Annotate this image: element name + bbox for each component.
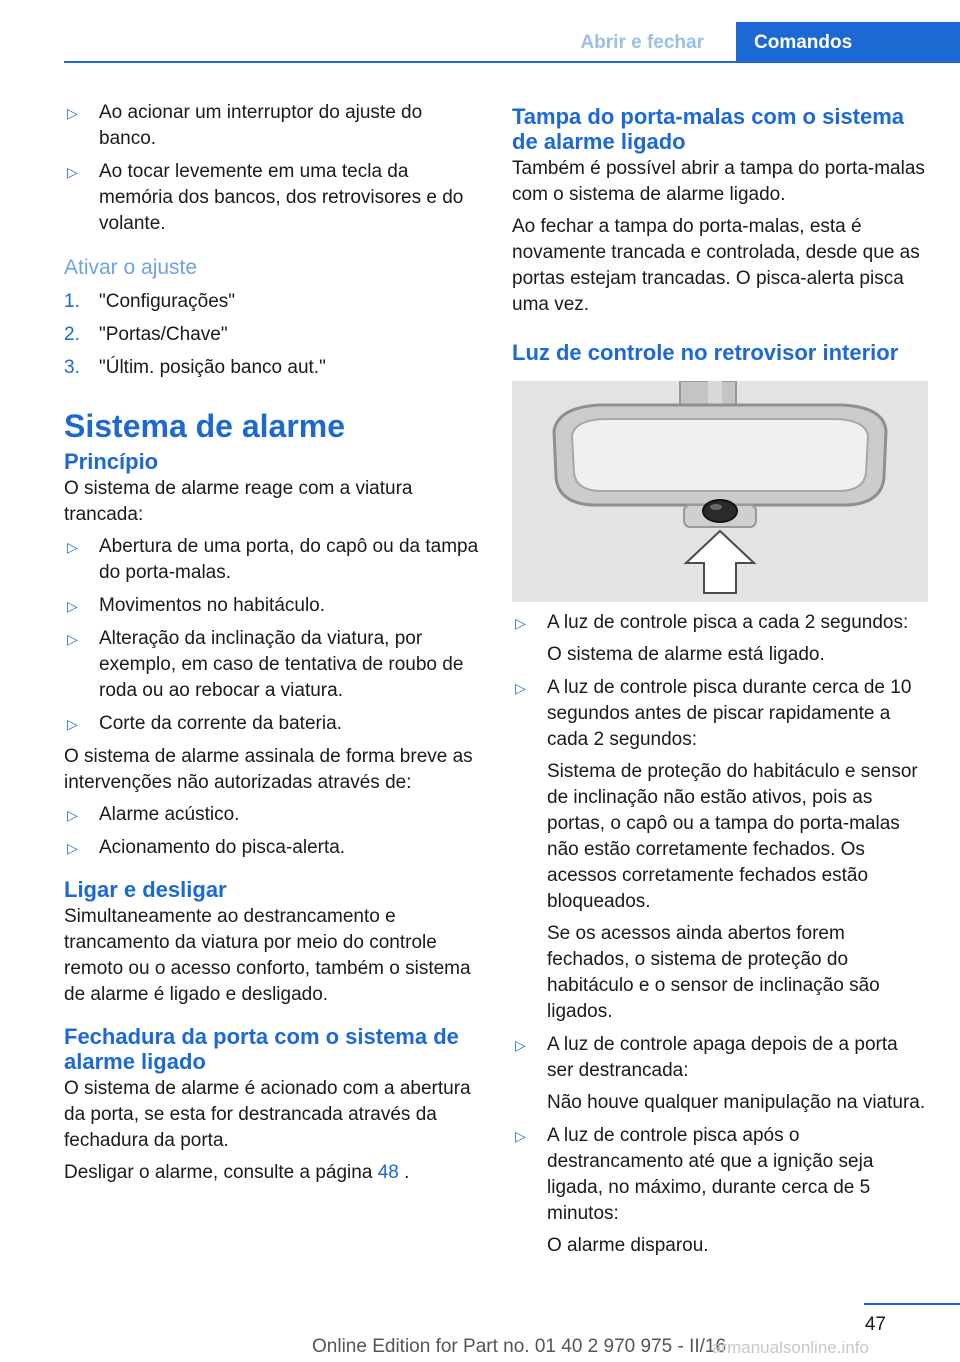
list-item: ▷ Acionamento do pisca-alerta. [64,835,479,861]
edition-line: Online Edition for Part no. 01 40 2 970 975 - II/16 [312,1336,727,1357]
list-item: ▷ Movimentos no habitáculo. [64,593,479,619]
list-item: ▷ Alteração da inclinação da viatura, por exemplo, em caso de tentativa de roubo de roda ou ao rebocar a viatura. [67,628,464,701]
list-item: ▷ A luz de controle pisca após o destrancamento até que a ignição seja ligada, no máximo, durante cerca de 5 minutos: O alarme disparou. [512,1123,928,1259]
tab-comandos[interactable]: Comandos [736,22,960,62]
triangle-bullet-icon: ▷ [67,840,78,856]
list-item-detail: Não houve qualquer manipulação na viatura. [547,1092,926,1113]
paragraph-assinala: O sistema de alarme assinala de forma breve as intervenções não autorizadas através de: [64,746,473,793]
paragraph-tampa-2: Ao fechar a tampa do porta-malas, esta é novamente trancada e controlada, desde que as portas estejam trancadas. O pisca-alerta pisca uma vez. [512,216,920,315]
right-column [512,100,928,1266]
step-item: 2. "Portas/Chave" [64,324,228,345]
tab-abrir-e-fechar[interactable]: Abrir e fechar [580,32,704,53]
paragraph-ligar: Simultaneamente ao destrancamento e trancamento da viatura por meio do controle remoto ou o acesso conforto, também o sistema de alarme é ligado e desligado. [64,906,471,1005]
paragraph-fechadura: O sistema de alarme é acionado com a abertura da porta, se esta for destrancada através da fechadura da porta. [64,1078,471,1151]
list-item: ▷ Ao tocar levemente em uma tecla da memória dos bancos, dos retrovisores e do volante. [67,161,464,234]
list-item: ▷ Abertura de uma porta, do capô ou da tampa do porta-malas. [67,536,479,583]
page-number: 47 [864,1314,886,1335]
heading-principio: Princípio [64,449,159,474]
heading-fechadura: Fechadura da porta com o sistema de alarme ligado [64,1024,459,1074]
step-item: 3. "Últim. posição banco aut." [64,357,326,378]
header-rule [64,61,960,63]
intro-list [64,100,479,237]
list-item: ▷ A luz de controle pisca durante cerca de 10 segundos antes de piscar rapidamente a cada 2 segundos: Sistema de proteção do habitáculo e sensor de inclinação não estão ativos, pois as portas, o capô ou a tampa do porta-malas não estão corretamente fechados. Os acessos corretamente fechados estão bloqueados. Se os acessos ainda abertos forem fechados, o sistema de proteção do habitáculo e o sensor de inclinação são ligados. [512,675,928,1025]
page-header [0,0,960,62]
footer-rule [864,1303,960,1305]
rearview-mirror-illustration [512,381,928,602]
triangle-bullet-icon: ▷ [67,598,78,614]
triangle-bullet-icon: ▷ [67,539,78,555]
triangle-bullet-icon: ▷ [67,164,78,180]
luz-list [512,610,928,1259]
heading-ligar-e-desligar: Ligar e desligar [64,877,227,902]
triangle-bullet-icon: ▷ [515,1037,526,1053]
triangle-bullet-icon: ▷ [67,631,78,647]
triangle-bullet-icon: ▷ [67,807,78,823]
list-item: ▷ Ao acionar um interruptor do ajuste do banco. [67,102,423,149]
list-item: ▷ Alarme acústico. [64,802,479,828]
paragraph-principio: O sistema de alarme reage com a viatura trancada: [64,478,413,525]
triangle-bullet-icon: ▷ [515,615,526,631]
heading-tampa-porta-malas: Tampa do porta-malas com o sistema de alarme ligado [512,104,905,154]
list-item-detail: O sistema de alarme está ligado. [547,644,825,665]
list-item-detail: O alarme disparou. [547,1235,709,1256]
paragraph-page-reference: Desligar o alarme, consulte a página 48 . [64,1162,410,1183]
list-item: ▷ A luz de controle pisca a cada 2 segundos: O sistema de alarme está ligado. [512,610,928,668]
assinala-list [64,802,479,861]
ativar-steps-list [64,289,479,381]
heading-ativar-o-ajuste: Ativar o ajuste [64,256,198,279]
list-item-detail: Se os acessos ainda abertos forem fechados, o sistema de proteção do habitáculo e o sensor de inclinação são ligados. [547,923,880,1022]
list-item: ▷ A luz de controle apaga depois de a porta ser destrancada: Não houve qualquer manipulação na viatura. [512,1032,928,1116]
list-item: ▷ Corte da corrente da bateria. [64,711,479,737]
triangle-bullet-icon: ▷ [515,1128,526,1144]
page-reference-link[interactable]: 48 [377,1162,399,1183]
watermark: armanualsonline.info [712,1338,869,1357]
heading-luz-de-controle: Luz de controle no retrovisor interior [512,340,899,365]
reage-list [64,534,479,737]
triangle-bullet-icon: ▷ [67,716,78,732]
mirror-indicator-icon [512,381,928,602]
section-title-sistema-de-alarme: Sistema de alarme [64,408,346,444]
step-item: 1. "Configurações" [64,291,236,312]
paragraph-tampa-1: Também é possível abrir a tampa do porta-malas com o sistema de alarme ligado. [512,158,925,205]
list-item-detail: Sistema de proteção do habitáculo e sensor de inclinação não estão ativos, pois as portas, o capô ou a tampa do porta-malas não estão corretamente fechados. Os acessos corretamente fechados estão bloqueados. [547,761,918,912]
left-column [64,100,479,1192]
triangle-bullet-icon: ▷ [515,680,526,696]
triangle-bullet-icon: ▷ [67,105,78,121]
